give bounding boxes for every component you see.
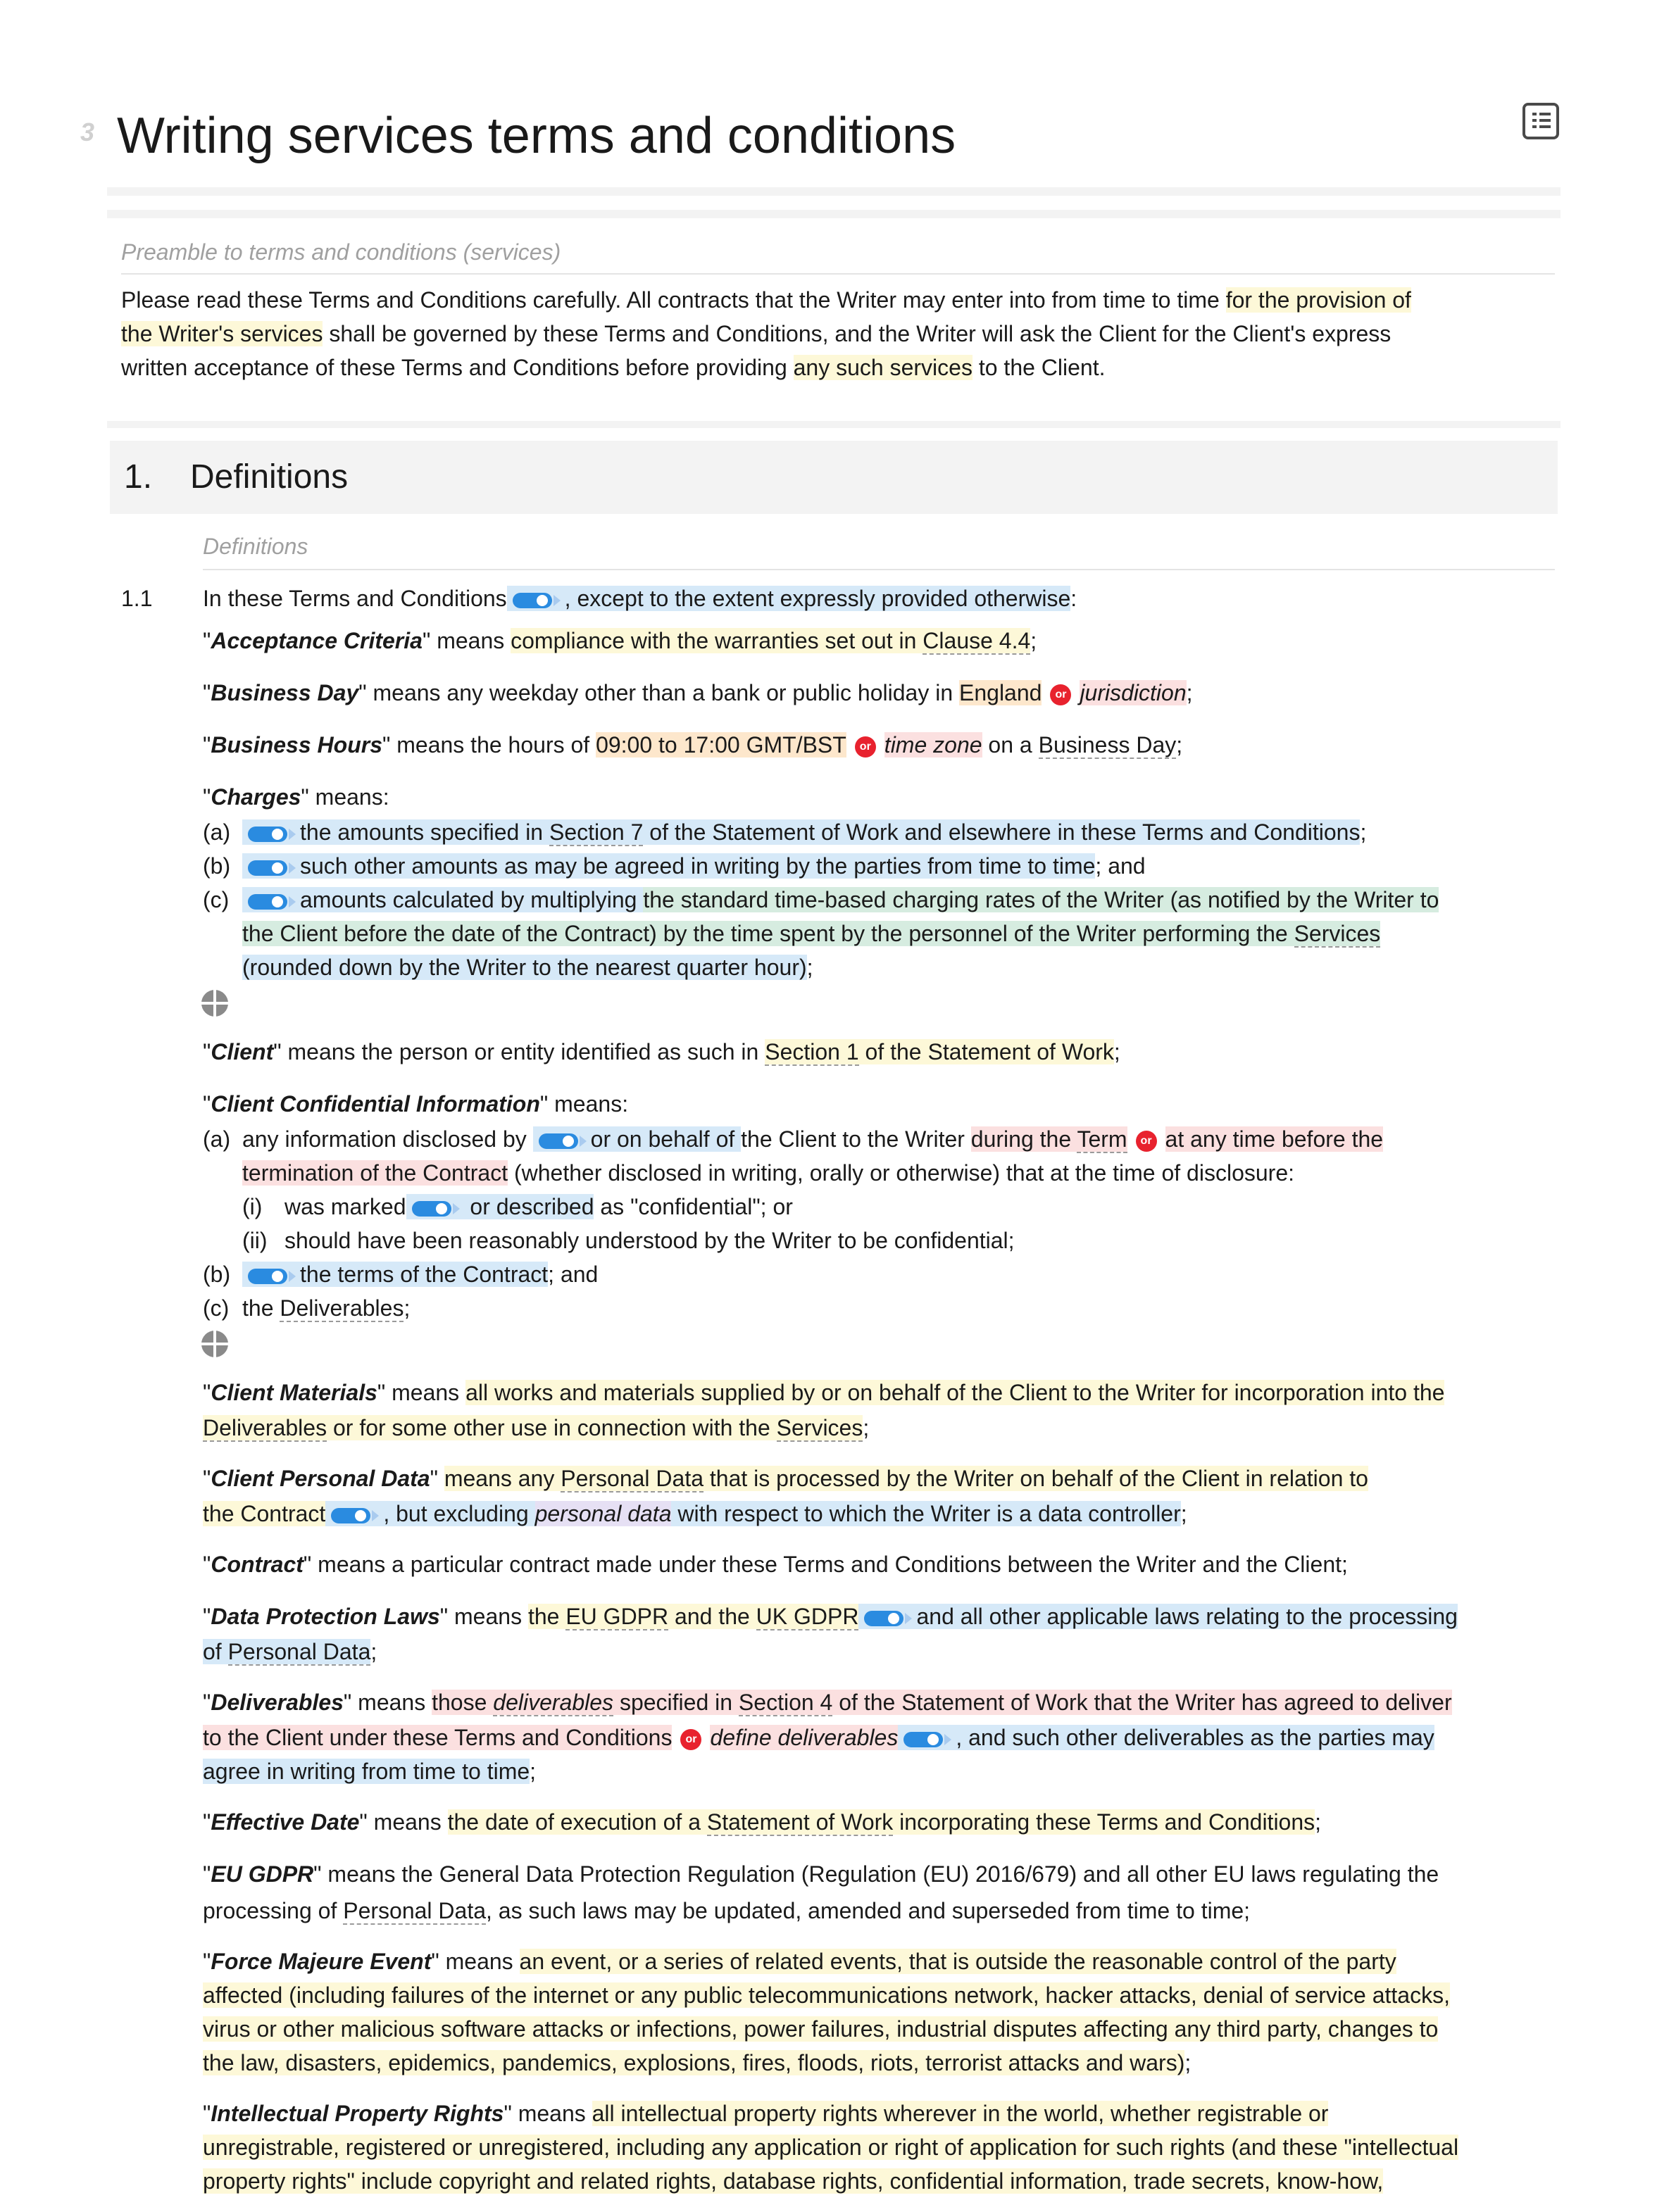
text: " (203, 1380, 211, 1405)
text[interactable]: any such services (793, 355, 973, 380)
definition-ip-rights-line-3 (203, 2164, 1383, 2198)
list-label: (b) (203, 1262, 231, 1287)
option-text[interactable]: England (959, 680, 1042, 705)
definition-ip-rights-line-2 (203, 2130, 1458, 2164)
text[interactable]: of the Statement of Work that the Writer has agreed to deliver (832, 1690, 1452, 1715)
text[interactable]: or for some other use in connection with the (327, 1415, 777, 1440)
option-toggle[interactable] (511, 591, 561, 610)
defined-term-link[interactable]: Statement of Work (706, 1809, 894, 1835)
cross-reference-link[interactable]: Section 1 (765, 1039, 859, 1064)
option-text[interactable]: all works and materials supplied by or on behalf of the Client to the Writer for incorporation into the (465, 1380, 1445, 1405)
text: " (203, 1690, 211, 1715)
definition-client-materials-line-1 (203, 1376, 1444, 1409)
cross-reference-link[interactable]: Clause 4.4 (923, 628, 1031, 653)
option-toggle[interactable] (246, 893, 296, 911)
option-text[interactable]: agree in writing from time to time (203, 1759, 530, 1784)
section-number: 1. (124, 458, 153, 496)
option-toggle[interactable] (330, 1507, 379, 1525)
cci-item-c (242, 1291, 410, 1325)
text: " (203, 732, 211, 758)
defined-term: Business Day (211, 680, 359, 705)
text[interactable]: during the (970, 1126, 1077, 1152)
text: ; (404, 1295, 411, 1321)
definition-effective-date (203, 1805, 1321, 1839)
charges-item-c-line-1 (242, 883, 1439, 917)
charges-item-c-line-2 (242, 917, 1380, 950)
defined-term: Business Hours (211, 732, 382, 758)
text: " (203, 1809, 211, 1835)
text: : (1070, 586, 1077, 611)
defined-term: Contract (211, 1552, 304, 1577)
preamble-rule (121, 273, 1555, 275)
text: ; (530, 1759, 537, 1784)
option-text[interactable]: the law, disasters, epidemics, pandemics, explosions, fires, floods, riots, terrorist attacks and wars) (203, 2050, 1185, 2075)
text: " means (359, 1809, 448, 1835)
or-badge[interactable]: or (1136, 1131, 1157, 1152)
text: " (203, 1039, 211, 1064)
option-text[interactable]: property rights" include copyright and related rights, database rights, confidential information, trade secrets, know-how, (203, 2168, 1384, 2194)
text: amounts calculated by multiplying (300, 887, 644, 912)
defined-term-link[interactable]: Deliverables (203, 1415, 327, 1440)
text: any information disclosed by (242, 1126, 533, 1152)
option-text[interactable]: an event, or a series of related events, that is outside the reasonable control of the party (519, 1949, 1396, 1974)
defined-term-link[interactable]: Personal Data (561, 1466, 704, 1491)
option-text[interactable]: jurisdiction (1080, 680, 1187, 705)
table-of-contents-icon[interactable] (1522, 103, 1559, 139)
defined-term-link[interactable]: Personal Data (227, 1639, 371, 1664)
text: processing of (203, 1898, 344, 1923)
preamble-text (121, 283, 1411, 384)
text: ; and (1095, 853, 1146, 879)
clause-number: 1.1 (121, 586, 153, 611)
text: " (203, 1949, 211, 1974)
text: " means (422, 628, 511, 653)
text[interactable]: those (432, 1690, 494, 1715)
text: " (203, 628, 211, 653)
definition-client-personal-data-line-2 (203, 1497, 1187, 1531)
definition-business-hours (203, 728, 1182, 762)
text[interactable]: of the Statement of Work (858, 1039, 1114, 1064)
text: shall be governed by these Terms and Conditions, and the Writer will ask the Client for the Client's express (323, 321, 1392, 346)
defined-term: Data Protection Laws (211, 1604, 440, 1629)
option-text[interactable]: termination of the Contract (242, 1160, 508, 1186)
text: the (242, 1295, 280, 1321)
text: " (203, 1466, 211, 1491)
defined-term-link[interactable]: EU GDPR (565, 1604, 669, 1629)
definition-client-materials-line-2 (203, 1411, 869, 1445)
text: " means the General Data Protection Regulation (Regulation (EU) 2016/679) and all other EU laws regulating the (313, 1861, 1439, 1887)
text: " (203, 784, 211, 810)
defined-term: Effective Date (211, 1809, 360, 1835)
defined-term-link[interactable]: Services (776, 1415, 863, 1440)
defined-term: Client Personal Data (211, 1466, 430, 1491)
text: on a (982, 732, 1039, 758)
definitions-label: Definitions (203, 534, 308, 559)
text: " (203, 1604, 211, 1629)
or-badge[interactable]: or (1050, 684, 1071, 705)
definition-ip-rights-line-1 (203, 2097, 1328, 2130)
text: " (203, 2101, 211, 2126)
charges-item-b (242, 849, 1146, 883)
text: of (203, 1639, 228, 1664)
text: of the Statement of Work (643, 819, 899, 845)
definition-acceptance-criteria (203, 624, 1037, 658)
separator (107, 187, 1561, 196)
text: " (203, 680, 211, 705)
text: ; (863, 1415, 870, 1440)
text: (whether disclosed in writing, orally or otherwise) that at the time of disclosure: (508, 1160, 1294, 1186)
list-label: (b) (203, 853, 231, 879)
definition-client-confidential-information (203, 1087, 628, 1121)
cci-item-i (284, 1190, 793, 1224)
defined-term-link[interactable]: Business Day (1038, 732, 1177, 758)
option-toggle[interactable] (863, 1609, 912, 1628)
text: as "confidential"; or (594, 1194, 793, 1219)
text[interactable]: specified in (613, 1690, 739, 1715)
text[interactable]: incorporating these Terms and Conditions (893, 1809, 1315, 1835)
cci-item-a-line-2 (242, 1156, 1294, 1190)
text: ; (806, 955, 813, 980)
text: or described (463, 1194, 594, 1219)
option-text[interactable]: (rounded down by the Writer to the nearest quarter hour) (242, 955, 807, 980)
text: , and such other deliverables as the parties may (956, 1725, 1434, 1750)
defined-term: Deliverables (211, 1690, 344, 1715)
defined-term: Acceptance Criteria (211, 628, 423, 653)
charges-item-c-line-3 (242, 950, 813, 984)
text[interactable]: for the provision of (1225, 287, 1411, 313)
document-title: Writing services terms and conditions (117, 108, 956, 164)
text: the Client to the Writer (741, 1126, 971, 1152)
or-badge[interactable]: or (855, 736, 876, 758)
text: " (203, 1861, 211, 1887)
list-label: (a) (203, 819, 231, 845)
cross-reference-link[interactable]: Section 4 (738, 1690, 833, 1715)
option-text[interactable]: virus or other malicious software attacks or infections, power failures, industrial disputes affecting any third party, changes to (203, 2016, 1439, 2042)
definition-client-personal-data-line-1 (203, 1462, 1368, 1495)
text: ; (1030, 628, 1037, 653)
defined-term: Client (211, 1039, 274, 1064)
option-text[interactable]: at any time before the (1165, 1126, 1384, 1152)
text[interactable]: and the (668, 1604, 756, 1629)
option-text[interactable]: the standard time-based charging rates of the Writer (as notified by the Writer to (643, 887, 1439, 912)
text: In these Terms and Conditions (203, 586, 507, 611)
definition-eu-gdpr-line-2 (203, 1894, 1250, 1928)
text: Please read these Terms and Conditions carefully. All contracts that the Writer may enter into from time to time (121, 287, 1226, 313)
text[interactable]: that is processed by the Writer on behalf of the Client in relation to (703, 1466, 1368, 1491)
text: " (203, 1091, 211, 1117)
definition-deliverables-line-1 (203, 1685, 1452, 1719)
text: ; (1315, 1809, 1322, 1835)
separator (107, 210, 1561, 218)
list-label: (c) (203, 887, 230, 912)
text: " means the person or entity identified as such in (273, 1039, 765, 1064)
definition-force-majeure-line-2 (203, 1978, 1450, 2012)
text: ; and (548, 1262, 599, 1287)
definition-data-protection-laws-line-1 (203, 1600, 1458, 1633)
text: " means (504, 2101, 592, 2126)
definitions-rule (203, 569, 1555, 570)
definition-contract (203, 1547, 1348, 1581)
text: " means (439, 1604, 528, 1629)
text: was marked (284, 1194, 406, 1219)
text: with respect to which the Writer is a data controller (671, 1501, 1181, 1526)
defined-term: Force Majeure Event (211, 1949, 432, 1974)
text[interactable]: the Writer's services (121, 321, 323, 346)
text: written acceptance of these Terms and Conditions before providing (121, 355, 794, 380)
option-toggle[interactable] (537, 1132, 587, 1150)
option-text[interactable]: 09:00 to 17:00 GMT/BST (596, 732, 846, 758)
text: ; (1360, 819, 1367, 845)
definition-deliverables-line-3 (203, 1754, 536, 1788)
text: ; (1113, 1039, 1120, 1064)
text: , except to the extent expressly provided otherwise (564, 586, 1071, 611)
defined-term: Charges (211, 784, 301, 810)
document-logo-icon: 3 (80, 118, 95, 146)
text: " means any weekday other than a bank or public holiday in (358, 680, 959, 705)
defined-term: EU GDPR (211, 1861, 314, 1887)
text: or on behalf of (590, 1126, 742, 1152)
clause-1-1 (203, 582, 1077, 615)
text[interactable]: means any (444, 1466, 561, 1491)
text: " means (431, 1949, 520, 1974)
option-text[interactable]: to the Client under these Terms and Conditions (203, 1725, 673, 1750)
cci-item-ii: should have been reasonably understood by the Writer to be confidential; (284, 1228, 1015, 1253)
separator (107, 421, 1561, 428)
charges-item-a (242, 815, 1366, 849)
defined-term-link[interactable]: Deliverables (280, 1295, 404, 1321)
text: the amounts specified in (300, 819, 549, 845)
option-text[interactable]: affected (including failures of the internet or any public telecommunications network, hacker attacks, denial of service attacks, (203, 1982, 1450, 2008)
text: ; (1180, 1501, 1187, 1526)
definition-client (203, 1035, 1120, 1069)
list-label: (ii) (242, 1228, 268, 1253)
definition-data-protection-laws-line-2 (203, 1635, 377, 1669)
text: ; (1184, 2050, 1192, 2075)
definition-force-majeure-line-1 (203, 1944, 1396, 1978)
defined-term-link[interactable]: deliverables (493, 1690, 614, 1715)
definition-force-majeure-line-3 (203, 2012, 1438, 2046)
option-text[interactable]: unregistrable, registered or unregistered, including any application or right of application for such rights (and these "intellectual (203, 2135, 1459, 2160)
defined-term-link[interactable]: Term (1077, 1126, 1127, 1152)
list-label: (c) (203, 1295, 230, 1321)
option-toggle[interactable] (411, 1200, 460, 1218)
option-toggle[interactable] (246, 859, 296, 877)
text: to the Client. (972, 355, 1106, 380)
text: and elsewhere in these Terms and Conditions (898, 819, 1361, 845)
definition-force-majeure-line-4 (203, 2046, 1191, 2080)
option-toggle[interactable] (246, 1267, 296, 1286)
defined-term-link[interactable]: Personal Data (343, 1898, 486, 1923)
definition-deliverables-line-2 (203, 1721, 1434, 1754)
text: " means (377, 1380, 466, 1405)
cci-item-b (242, 1257, 598, 1291)
text: personal data (534, 1501, 672, 1526)
text[interactable]: the (527, 1604, 566, 1629)
option-toggle[interactable] (246, 825, 296, 843)
text: ; (1176, 732, 1183, 758)
text: " (430, 1466, 444, 1491)
definition-business-day (203, 676, 1193, 710)
option-text[interactable]: time zone (884, 732, 982, 758)
option-text[interactable]: the Contract (203, 1501, 326, 1526)
defined-term-link[interactable]: Services (1294, 921, 1381, 946)
preamble-label: Preamble to terms and conditions (services) (121, 239, 561, 265)
text: ; (370, 1639, 377, 1664)
text[interactable]: compliance with the warranties set out in (511, 628, 923, 653)
definition-eu-gdpr-line-1 (203, 1857, 1439, 1891)
defined-term: Intellectual Property Rights (211, 2101, 504, 2126)
option-text[interactable]: all intellectual property rights wherever in the world, whether registrable or (592, 2101, 1329, 2126)
text: ; (1186, 680, 1193, 705)
defined-term: Client Materials (211, 1380, 377, 1405)
option-text[interactable]: define deliverables (710, 1725, 899, 1750)
option-toggle[interactable] (902, 1730, 951, 1749)
definition-charges (203, 780, 389, 814)
text: , as such laws may be updated, amended and superseded from time to time; (486, 1898, 1251, 1923)
list-label: (a) (203, 1126, 231, 1152)
text: the terms of the Contract (300, 1262, 549, 1287)
text: " means a particular contract made under these Terms and Conditions between the Writer and the Client; (303, 1552, 1348, 1577)
text[interactable]: the date of execution of a (447, 1809, 707, 1835)
list-label: (i) (242, 1194, 263, 1219)
add-item-icon[interactable] (201, 1331, 228, 1357)
defined-term-link[interactable]: UK GDPR (756, 1604, 859, 1629)
text[interactable]: the Client before the date of the Contract) by the time spent by the personnel of the Writer performing the (242, 921, 1294, 946)
cci-item-a-line-1 (242, 1122, 1383, 1156)
text: " means the hours of (382, 732, 596, 758)
text: " (203, 1552, 211, 1577)
add-item-icon[interactable] (201, 990, 228, 1017)
text: " means: (539, 1091, 629, 1117)
cross-reference-link[interactable]: Section 7 (549, 819, 644, 845)
or-badge[interactable]: or (680, 1729, 701, 1750)
text: " means: (301, 784, 389, 810)
text: and all other applicable laws relating to the processing (916, 1604, 1458, 1629)
text: such other amounts as may be agreed in writing by the parties from time to time (300, 853, 1096, 879)
section-heading: Definitions (190, 458, 349, 496)
text: , but excluding (383, 1501, 535, 1526)
text: " means (343, 1690, 432, 1715)
defined-term: Client Confidential Information (211, 1091, 540, 1117)
